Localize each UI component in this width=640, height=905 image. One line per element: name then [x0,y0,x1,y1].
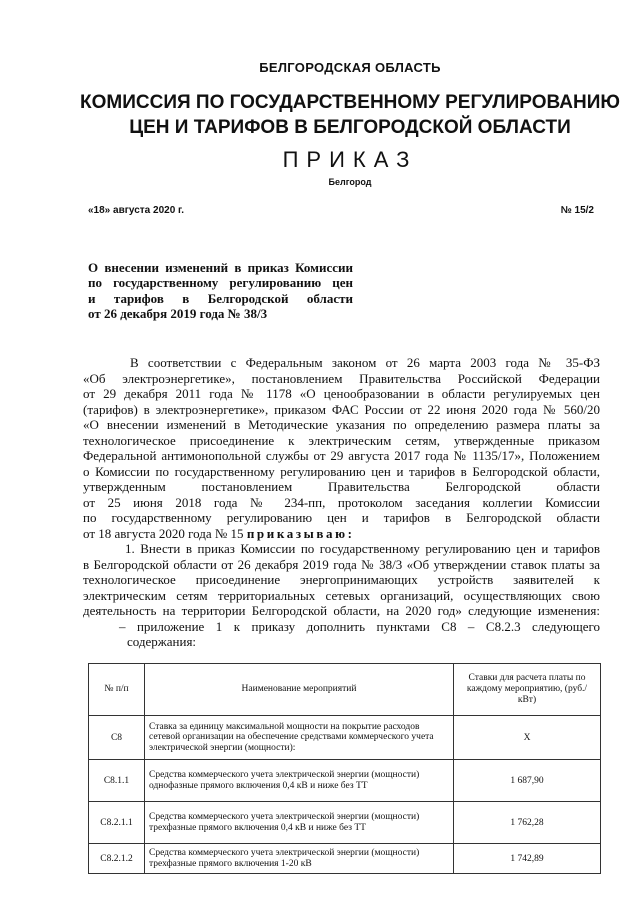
row-number: С8.2.1.1 [89,802,145,844]
body-line [83,526,600,542]
body-line: технологическое присоединение энергопринимающих устройств заявителей к [83,572,600,587]
row-name: Средства коммерческого учета электрической энергии (мощности) однофазные прямого включения 0,4 кВ и ниже без ТТ [145,760,454,802]
body-line: деятельность на территории Белгородской области, на 2020 год» следующие изменения: [83,603,600,618]
row-value: 1 742,89 [454,844,601,874]
region-heading: БЕЛГОРОДСКАЯ ОБЛАСТЬ [259,60,441,75]
row-value: 1 687,90 [454,760,601,802]
column-header-rate: Ставки для расчета платы по каждому мероприятию, (руб./кВт) [454,664,601,716]
row-number: С8.2.1.2 [89,844,145,874]
body-line: 1. Внести в приказ Комиссии по государственному регулированию цен и тарифов [125,541,600,556]
rates-table [88,663,601,874]
subject-line: О внесении изменений в приказ Комиссии [88,260,353,275]
column-header-number: № п/п [89,664,145,716]
column-header-name: Наименование мероприятий [145,664,454,716]
table-header-row [89,664,601,716]
table-row [89,844,601,874]
row-name: Ставка за единицу максимальной мощности на покрытие расходов сетевой организации на обеспечение средствами коммерческого учета электрической энергии (мощности): [145,716,454,760]
order-subject [88,260,353,321]
body-line: по государственному регулированию цен и тарифов в Белгородской области [83,510,600,525]
row-name: Средства коммерческого учета электрической энергии (мощности) трехфазные прямого включения 0,4 кВ и ниже без ТТ [145,802,454,844]
table-row [89,716,601,760]
body-line: от 25 июня 2018 года № 234-пп, протоколом заседания коллегии Комиссии [83,494,600,510]
order-date: «18» августа 2020 г. [88,205,184,216]
body-line: в Белгородской области от 26 декабря 2019 года № 38/3 «Об утверждении ставок платы за [83,556,600,572]
body-line: содержания: [127,634,197,649]
order-keyword: приказываю: [246,525,355,541]
body-line: о Комиссии по государственному регулированию цен и тарифов в Белгородской области, [83,463,600,479]
body-line: электрическим сетям территориальных сетевых организаций, осуществляющих свою [83,587,600,603]
organization-title-line1: КОМИССИЯ ПО ГОСУДАРСТВЕННОМУ РЕГУЛИРОВАНИЮ [80,92,620,113]
body-line: от 29 декабря 2011 года № 1178 «О ценообразовании в области регулируемых цен [83,386,600,401]
body-line: – приложение 1 к приказу дополнить пунктами С8 – С8.2.3 следующего [119,618,600,634]
table-row [89,802,601,844]
order-reference: от 18 августа 2020 года № 15 [83,525,244,541]
row-number: С8.1.1 [89,760,145,802]
body-line: В соответствии с Федеральным законом от 26 марта 2003 года № 35-ФЗ [130,355,600,370]
row-value: 1 762,28 [454,802,601,844]
subject-line: и тарифов в Белгородской области [88,290,353,306]
organization-title-line2: ЦЕН И ТАРИФОВ В БЕЛГОРОДСКОЙ ОБЛАСТИ [129,117,571,138]
row-value: X [454,716,601,760]
city-label: Белгород [328,177,372,187]
body-line: Федеральной антимонопольной службы от 29 августа 2017 года № 1135/17», Положением [83,448,600,463]
order-body [83,355,600,650]
body-line: (тарифов) в электроэнергетике», приказом ФАС России от 22 июня 2020 года № 560/20 [83,401,600,417]
order-number: № 15/2 [560,205,594,216]
subject-line: от 26 декабря 2019 года № 38/3 [88,305,268,321]
table-row [89,760,601,802]
body-line: «О внесении изменений в Методические указания по определению размера платы за [83,417,600,432]
body-line: утвержденным постановлением Правительства Белгородской области [83,479,600,494]
document-type-title: ПРИКАЗ [282,147,418,172]
row-number: С8 [89,716,145,760]
body-line: «Об электроэнергетике», постановлением Правительства Российской Федерации [83,370,600,386]
row-name: Средства коммерческого учета электрической энергии (мощности) трехфазные прямого включения 1-20 кВ [145,844,454,874]
subject-line: по государственному регулированию цен [88,275,353,291]
body-line: технологическое присоединение к электрическим сетям, утвержденные приказом [83,432,600,448]
